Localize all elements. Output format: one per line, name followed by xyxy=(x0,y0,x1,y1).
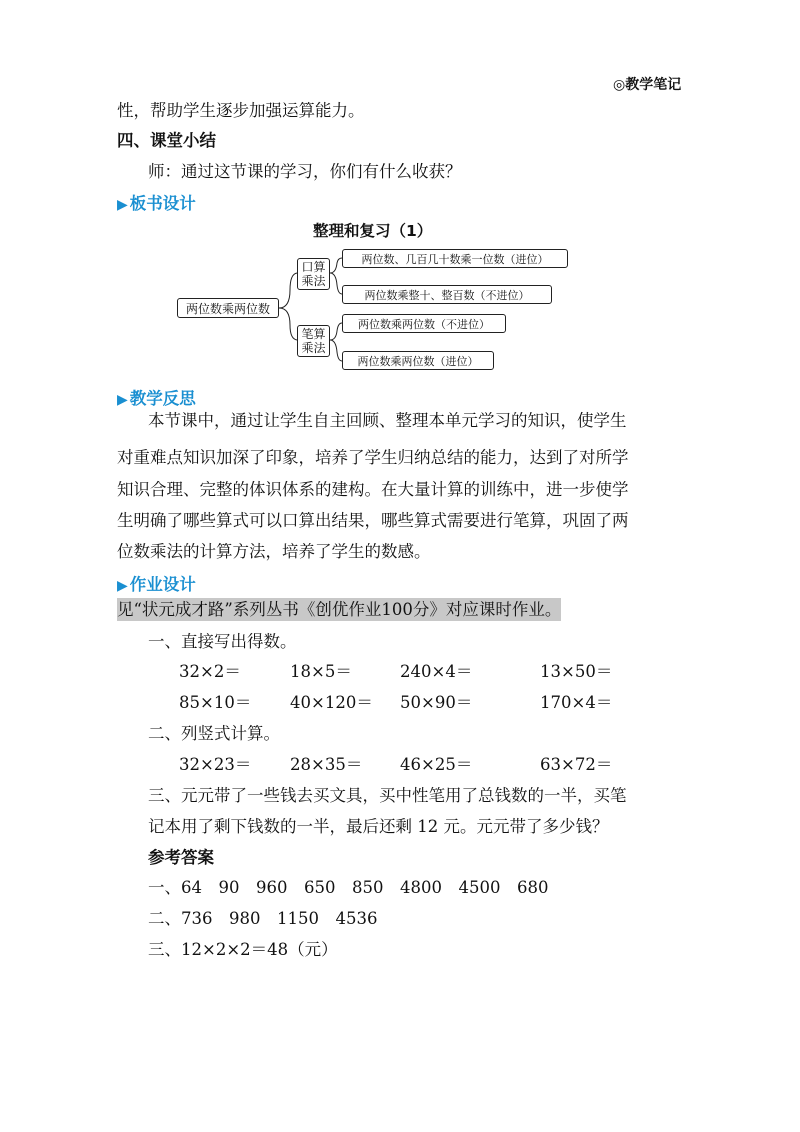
reflection-line: 生明确了哪些算式可以口算出结果，哪些算式需要进行笔算，巩固了两 xyxy=(117,511,629,530)
q1-item: 32×2＝ xyxy=(179,662,241,681)
q2-title: 二、列竖式计算。 xyxy=(148,724,280,743)
oral-label-top: 口算 xyxy=(301,260,326,274)
homework-heading-label: 作业设计 xyxy=(129,575,196,594)
oral-label-bottom: 乘法 xyxy=(301,274,326,288)
reflection-heading-label: 教学反思 xyxy=(129,389,196,408)
reflection-line: 位数乘法的计算方法，培养了学生的数感。 xyxy=(117,542,431,561)
diagram-written-item-2: 两位数乘两位数（进位） xyxy=(342,351,494,370)
q2-item: 28×35＝ xyxy=(290,755,363,774)
teacher-question: 师：通过这节课的学习，你们有什么收获？ xyxy=(148,162,462,181)
q1-item: 18×5＝ xyxy=(290,662,352,681)
q1-item: 85×10＝ xyxy=(179,693,252,712)
written-label-top: 笔算 xyxy=(301,327,326,341)
q1-item: 50×90＝ xyxy=(400,693,473,712)
reflection-heading xyxy=(117,385,196,409)
triangle-icon: ▶ xyxy=(117,197,128,213)
homework-note xyxy=(117,600,561,620)
diagram-oral-item-1: 两位数、几百几十数乘一位数（进位） xyxy=(342,249,568,268)
diagram-oral-node xyxy=(297,258,330,290)
q2-item: 63×72＝ xyxy=(540,755,613,774)
answer-2: 二、736 980 1150 4536 xyxy=(148,909,378,928)
q1-title: 一、直接写出得数。 xyxy=(148,632,297,651)
homework-note-text: 见“状元成才路”系列丛书《创优作业100分》对应课时作业。 xyxy=(117,600,562,619)
triangle-icon: ▶ xyxy=(117,578,128,594)
q2-item: 32×23＝ xyxy=(179,755,252,774)
q3-line: 三、元元带了一些钱去买文具，买中性笔用了总钱数的一半，买笔 xyxy=(148,786,627,805)
diagram-written-item-1: 两位数乘两位数（不进位） xyxy=(342,314,506,333)
diagram-oral-item-2: 两位数乘整十、整百数（不进位） xyxy=(342,285,552,304)
board-title: 整理和复习（1） xyxy=(313,222,433,240)
q2-item: 46×25＝ xyxy=(400,755,473,774)
board-diagram xyxy=(0,0,800,400)
diagram-connectors xyxy=(0,0,800,400)
section-summary-title: 四、课堂小结 xyxy=(117,131,216,150)
board-design-heading-label: 板书设计 xyxy=(129,194,196,213)
answer-1: 一、64 90 960 650 850 4800 4500 680 xyxy=(148,878,549,897)
reflection-line: 知识合理、完整的体识体系的建构。在大量计算的训练中，进一步使学 xyxy=(117,480,629,499)
diagram-root: 两位数乘两位数 xyxy=(177,298,279,318)
reflection-line: 对重难点知识加深了印象，培养了学生归纳总结的能力，达到了对所学 xyxy=(117,448,629,467)
homework-heading xyxy=(117,571,196,595)
q1-item: 13×50＝ xyxy=(540,662,613,681)
header-note: ◎教学笔记 xyxy=(613,77,682,93)
q1-item: 40×120＝ xyxy=(290,693,373,712)
answers-heading: 参考答案 xyxy=(148,848,214,867)
reflection-line: 本节课中，通过让学生自主回顾、整理本单元学习的知识，使学生 xyxy=(148,411,627,430)
written-label-bottom: 乘法 xyxy=(301,341,326,355)
diagram-written-node xyxy=(297,325,330,357)
q1-item: 240×4＝ xyxy=(400,662,473,681)
triangle-icon: ▶ xyxy=(117,392,128,408)
answer-3: 三、12×2×2＝48（元） xyxy=(148,940,338,959)
q1-item: 170×4＝ xyxy=(540,693,613,712)
paragraph-continuation: 性，帮助学生逐步加强运算能力。 xyxy=(117,101,365,120)
q3-line: 记本用了剩下钱数的一半，最后还剩 12 元。元元带了多少钱？ xyxy=(148,817,609,836)
